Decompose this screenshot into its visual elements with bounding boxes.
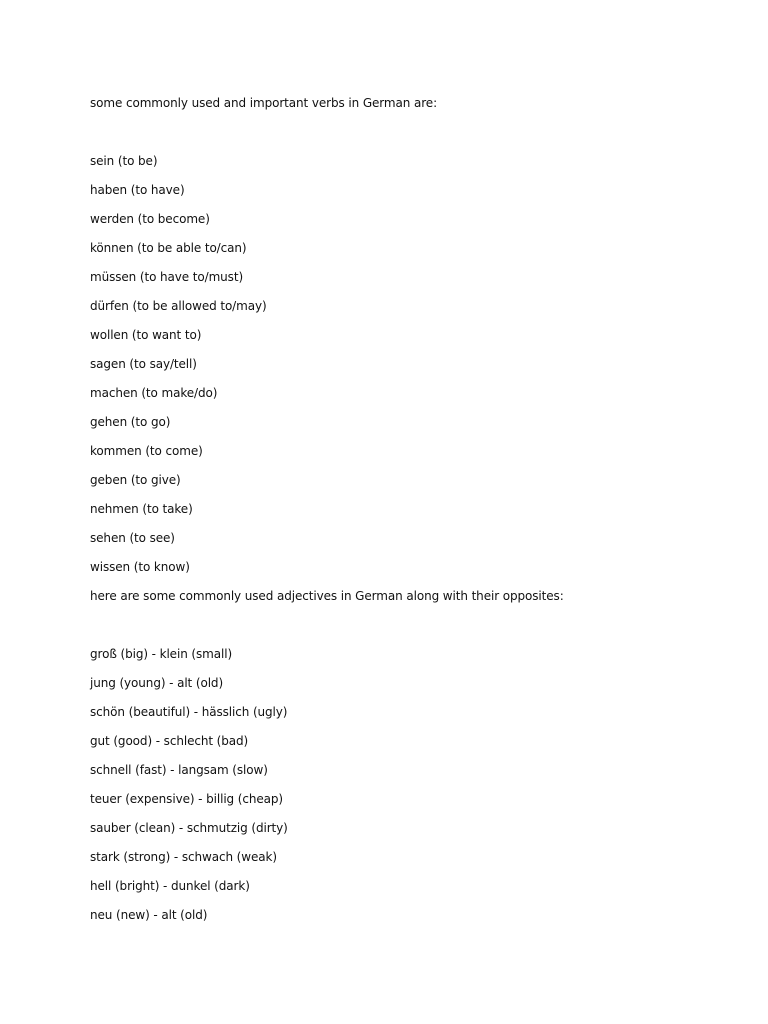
adjective-pair: stark (strong) - schwach (weak)	[90, 850, 277, 864]
adjective-pair: teuer (expensive) - billig (cheap)	[90, 792, 284, 806]
verb-item: machen (to make/do)	[90, 386, 218, 400]
verb-item: sehen (to see)	[90, 531, 175, 545]
verb-item: kommen (to come)	[90, 444, 203, 458]
blank-line	[90, 124, 730, 153]
verb-item: wissen (to know)	[90, 560, 190, 574]
blank-line	[90, 617, 730, 646]
verb-item: haben (to have)	[90, 183, 185, 197]
adjective-pair: schön (beautiful) - hässlich (ugly)	[90, 705, 288, 719]
verb-item: werden (to become)	[90, 212, 210, 226]
adjective-pair: jung (young) - alt (old)	[90, 676, 224, 690]
verb-item: nehmen (to take)	[90, 502, 193, 516]
adjectives-intro-text: here are some commonly used adjectives in German along with their opposites:	[90, 589, 564, 603]
verb-item: müssen (to have to/must)	[90, 270, 244, 284]
verb-list	[90, 153, 730, 588]
adjective-list	[90, 646, 730, 936]
adjective-pair: groß (big) - klein (small)	[90, 647, 233, 661]
verb-item: geben (to give)	[90, 473, 181, 487]
verb-item: sein (to be)	[90, 154, 158, 168]
verbs-intro-text: some commonly used and important verbs in German are:	[90, 96, 438, 110]
adjective-pair: schnell (fast) - langsam (slow)	[90, 763, 268, 777]
verb-item: wollen (to want to)	[90, 328, 202, 342]
verb-item: dürfen (to be allowed to/may)	[90, 299, 267, 313]
adjective-pair: gut (good) - schlecht (bad)	[90, 734, 249, 748]
adjective-pair: hell (bright) - dunkel (dark)	[90, 879, 250, 893]
adjective-pair: sauber (clean) - schmutzig (dirty)	[90, 821, 288, 835]
verb-item: können (to be able to/can)	[90, 241, 247, 255]
verb-item: sagen (to say/tell)	[90, 357, 197, 371]
adjective-pair: neu (new) - alt (old)	[90, 908, 208, 922]
document-page	[90, 95, 730, 936]
verb-item: gehen (to go)	[90, 415, 171, 429]
